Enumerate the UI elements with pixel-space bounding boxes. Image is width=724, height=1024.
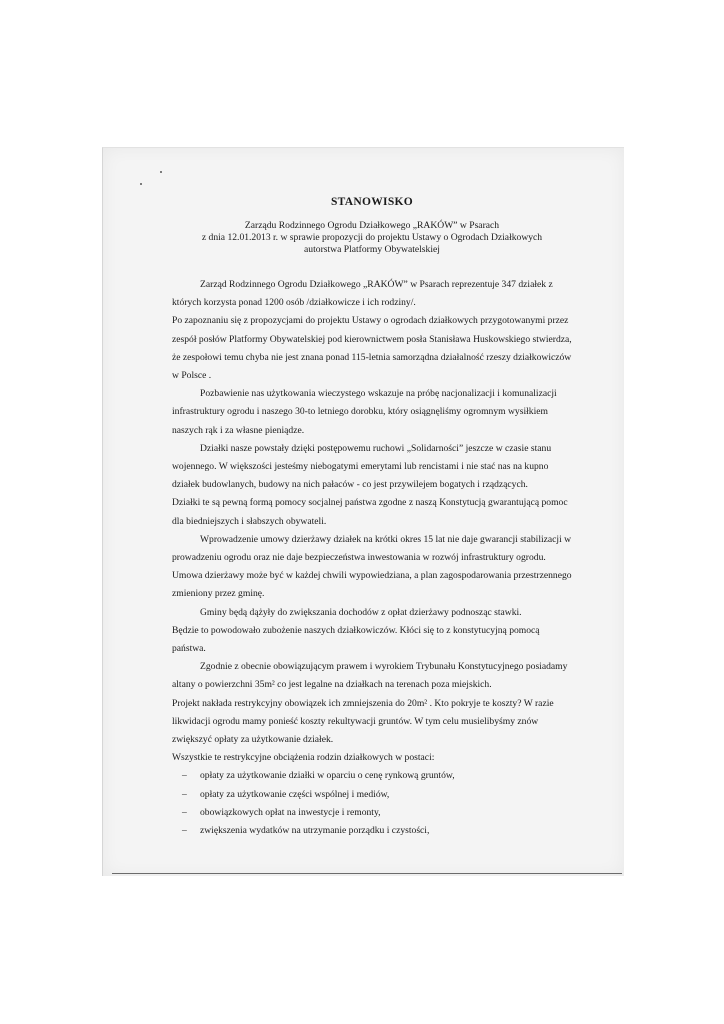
document-title: STANOWISKO	[330, 196, 414, 208]
paragraph: Gminy będą dążyły do zwiększania dochodów z opłat dzierżawy podnosząc stawki.	[200, 606, 522, 618]
document-subtitle	[172, 220, 572, 256]
paragraph: Wprowadzenie umowy dzierżawy działek na krótki okres 15 lat nie daje gwarancji stabilizacji w prowadzeniu ogrodu oraz nie daje bezpieczeństwa inwestowania w rozwój infrastruktury ogrodu.	[172, 533, 572, 564]
charges-list	[172, 767, 572, 840]
page-bottom-edge	[112, 873, 622, 874]
list-item	[172, 767, 572, 785]
paragraph: Wszystkie te restrykcyjne obciążenia rodzin działkowych w postaci:	[172, 752, 435, 764]
list-item	[172, 786, 572, 804]
bullet-dash: –	[182, 825, 187, 837]
subtitle-line: autorstwa Platformy Obywatelskiej	[304, 244, 440, 255]
scan-speck	[160, 171, 162, 173]
paragraph: Umowa dzierżawy może być w każdej chwili wypowiedziana, a plan zagospodarowania przestrzennego zmieniony przez gminę.	[172, 570, 572, 600]
paragraph: Projekt nakłada restrykcyjny obowiązek ich zmniejszenia do 20m² . Kto pokryje te koszty? W razie likwidacji ogrodu mamy ponieść koszty rekultywacji gruntów. W tym celu musielibyśmy znów zwiększyć opłaty za użytkowanie działek.	[172, 697, 554, 746]
list-item-text: opłaty za użytkowanie działki w oparciu o cenę rynkową gruntów,	[200, 770, 455, 782]
subtitle-line: z dnia 12.01.2013 r. w sprawie propozycji do projektu Ustawy o Ogrodach Działkowych	[201, 232, 543, 243]
paragraph: Działki nasze powstały dzięki postępowemu ruchowi „Solidarności” jeszcze w czasie stanu wojennego. W większości jesteśmy niebogatymi emerytami lub rencistami i nie stać nas na kupno działek budowlanych, budowy na nich pałaców - co jest przywilejem bogatych i rządzących.	[172, 442, 552, 491]
scan-speck	[140, 183, 142, 185]
list-item	[172, 822, 572, 840]
bullet-dash: –	[182, 788, 187, 800]
document-text	[172, 276, 572, 840]
paragraph: Pozbawienie nas użytkowania wieczystego wskazuje na próbę nacjonalizacji i komunalizacji infrastruktury ogrodu i naszego 30-to letniego dorobku, który osiągnęliśmy ogromnym wysiłkiem naszych rąk i za własne pieniądze.	[172, 388, 557, 436]
paragraph: Po zapoznaniu się z propozycjami do projektu Ustawy o ogrodach działkowych przygotowanymi przez zespół posłów Platformy Obywatelskiej pod kierownictwem posła Stanisława Huskowskiego stwierdza, że zespołowi temu chyba nie jest znana ponad 115-letnia samorządna działalność rzeszy działkowiczów w Polsce .	[172, 315, 572, 382]
paragraph: Zarząd Rodzinnego Ogrodu Działkowego „RAKÓW” w Psarach reprezentuje 347 działek z których korzysta ponad 1200 osób /działkowicze i ich rodziny/.	[172, 279, 553, 309]
bullet-dash: –	[182, 806, 187, 818]
paragraph: Działki te są pewną formą pomocy socjalnej państwa zgodne z naszą Konstytucją gwarantującą pomoc dla biedniejszych i słabszych obywateli.	[172, 497, 568, 527]
document-body	[172, 196, 572, 840]
list-item-text: opłaty za użytkowanie części wspólnej i mediów,	[200, 788, 390, 800]
paragraph: Zgodnie z obecnie obowiązującym prawem i wyrokiem Trybunału Konstytucyjnego posiadamy altany o powierzchni 35m² co jest legalne na działkach na terenach poza miejskich.	[172, 661, 568, 691]
list-item	[172, 804, 572, 822]
list-item-text: obowiązkowych opłat na inwestycje i remonty,	[200, 806, 381, 818]
bullet-dash: –	[182, 770, 187, 782]
subtitle-line: Zarządu Rodzinnego Ogrodu Działkowego „RAKÓW” w Psarach	[244, 220, 500, 231]
list-item-text: zwiększenia wydatków na utrzymanie porządku i czystości,	[200, 825, 430, 837]
paragraph: Będzie to powodowało zubożenie naszych działkowiczów. Kłóci się to z konstytucyjną pomocą państwa.	[172, 624, 540, 655]
